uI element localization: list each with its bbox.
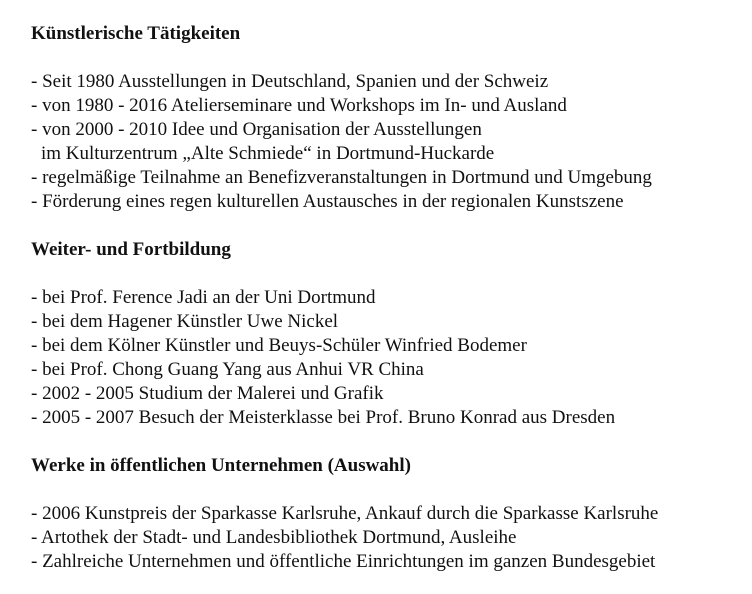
list-item: - bei Prof. Ference Jadi an der Uni Dortmund bbox=[31, 287, 376, 308]
section-heading: Werke in öffentlichen Unternehmen (Auswahl) bbox=[31, 455, 411, 476]
list-item: - Artothek der Stadt- und Landesbibliothek Dortmund, Ausleihe bbox=[31, 527, 517, 548]
list-item: - regelmäßige Teilnahme an Benefizveranstaltungen in Dortmund und Umgebung bbox=[31, 167, 652, 188]
list-item: - 2002 - 2005 Studium der Malerei und Grafik bbox=[31, 383, 384, 404]
list-item: - von 2000 - 2010 Idee und Organisation der Ausstellungen bbox=[31, 119, 482, 140]
list-item: - Zahlreiche Unternehmen und öffentliche Einrichtungen im ganzen Bundesgebiet bbox=[31, 551, 656, 572]
section-kuenstlerische-taetigkeiten bbox=[31, 22, 746, 238]
list-item: - bei Prof. Chong Guang Yang aus Anhui VR China bbox=[31, 359, 424, 380]
section-heading: Weiter- und Fortbildung bbox=[31, 239, 231, 260]
list-item: - von 1980 - 2016 Atelierseminare und Workshops im In- und Ausland bbox=[31, 95, 567, 116]
list-item: - 2005 - 2007 Besuch der Meisterklasse bei Prof. Bruno Konrad aus Dresden bbox=[31, 407, 616, 428]
section-werke-in-oeffentlichen-unternehmen bbox=[31, 454, 746, 574]
blank-line bbox=[31, 214, 746, 238]
list-item-continuation: im Kulturzentrum „Alte Schmiede“ in Dortmund-Huckarde bbox=[41, 143, 495, 164]
list-item: - bei dem Kölner Künstler und Beuys-Schüler Winfried Bodemer bbox=[31, 335, 527, 356]
list-item: - bei dem Hagener Künstler Uwe Nickel bbox=[31, 311, 339, 332]
blank-line bbox=[31, 262, 746, 286]
section-heading: Künstlerische Tätigkeiten bbox=[31, 23, 241, 44]
blank-line bbox=[31, 430, 746, 454]
list-item: - 2006 Kunstpreis der Sparkasse Karlsruhe, Ankauf durch die Sparkasse Karlsruhe bbox=[31, 503, 659, 524]
document-body bbox=[31, 22, 746, 574]
section-weiter-und-fortbildung bbox=[31, 238, 746, 454]
list-item: - Förderung eines regen kulturellen Austausches in der regionalen Kunstszene bbox=[31, 191, 624, 212]
blank-line bbox=[31, 46, 746, 70]
list-item: - Seit 1980 Ausstellungen in Deutschland, Spanien und der Schweiz bbox=[31, 71, 549, 92]
blank-line bbox=[31, 478, 746, 502]
